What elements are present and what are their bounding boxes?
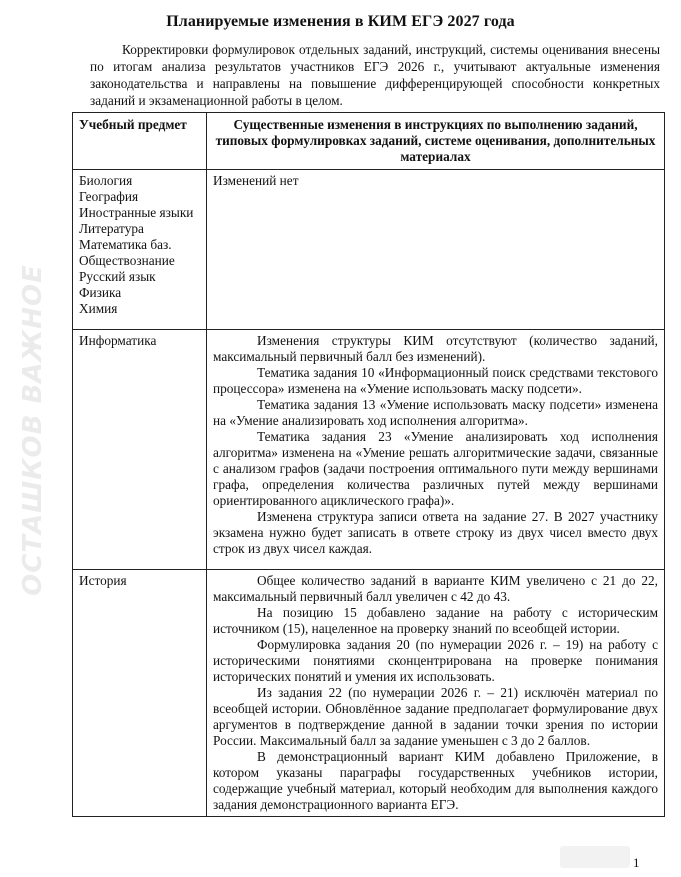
intro-paragraph: Корректировки формулировок отдельных заданий, инструкций, системы оценивания внесены по итогам анализа результатов участников ЕГЭ 2026 г., учитывают актуальные изменения законодательства и направлены на повышение дифференцирующей способности конкретных заданий и экзаменационной работы в целом. xyxy=(90,42,660,108)
no-changes-text: Изменений нет xyxy=(213,173,299,188)
subject-history: История xyxy=(79,573,127,588)
table-row xyxy=(73,330,665,570)
header-changes: Существенные изменения в инструкциях по выполнению заданий, типовых формулировках заданий, системе оценивания, дополнительных материалах xyxy=(207,113,665,170)
change-paragraph: Тематика задания 13 «Умение использовать маску подсети» изменена на «Умение анализировать ход исполнения алгоритма». xyxy=(213,397,658,428)
table-row xyxy=(73,570,665,817)
change-paragraph: Формулировка задания 20 (по нумерации 2026 г. – 19) на работу с историческими понятиями сконцентрирована на проверке понимания исторических понятий и умения их использовать. xyxy=(213,637,658,684)
table-row xyxy=(73,170,665,330)
changes-cell xyxy=(207,330,665,570)
change-paragraph: Тематика задания 23 «Умение анализировать ход исполнения алгоритма» изменена на «Умение решать алгоритмические задачи, связанные с анализом графов (задачи построения оптимального пути между вершинами графа, определения количества различных путей между вершинами ориентированного ациклического графа)». xyxy=(213,429,658,508)
header-subject: Учебный предмет xyxy=(73,113,207,170)
watermark-text: ОСТАШКОВ ВАЖНОЕ xyxy=(18,264,48,596)
table-header-row xyxy=(73,113,665,170)
subject-math-basic: Математика баз. xyxy=(79,237,172,252)
change-paragraph: На позицию 15 добавлено задание на работу с историческим источником (15), нацеленное на проверку знаний по всеобщей истории. xyxy=(213,605,658,636)
corner-watermark-mark xyxy=(560,846,630,868)
subject-cell xyxy=(73,330,207,570)
changes-table xyxy=(72,112,665,817)
subject-physics: Физика xyxy=(79,285,122,300)
change-paragraph: Общее количество заданий в варианте КИМ увеличено с 21 до 22, максимальный первичный балл увеличен с 42 до 43. xyxy=(213,573,658,604)
subject-foreign-languages: Иностранные языки xyxy=(79,205,194,220)
changes-cell xyxy=(207,570,665,817)
change-paragraph: В демонстрационный вариант КИМ добавлено Приложение, в котором указаны параграфы государственных учебников истории, содержащие учебный материал, который необходим для выполнения каждого задания демонстрационного варианта ЕГЭ. xyxy=(213,749,658,812)
subject-list xyxy=(79,173,200,317)
change-paragraph: Изменена структура записи ответа на задание 27. В 2027 участнику экзамена нужно будет записать в ответе строку из двух чисел вместо двух строк из двух чисел каждая. xyxy=(213,509,658,556)
subject-cell xyxy=(73,570,207,817)
subject-biology: Биология xyxy=(79,173,133,188)
page-number: 1 xyxy=(633,855,640,870)
change-paragraph: Тематика задания 10 «Информационный поиск средствами текстового процессора» изменена на «Умение использовать маску подсети». xyxy=(213,365,658,396)
changes-cell xyxy=(207,170,665,330)
change-paragraph: Изменения структуры КИМ отсутствуют (количество заданий, максимальный первичный балл без изменений). xyxy=(213,333,658,364)
change-paragraph: Из задания 22 (по нумерации 2026 г. – 21) исключён материал по всеобщей истории. Обновлённое задание предполагает формулирование двух аргументов в подтверждение данной в задании точки зрения по истории России. Максимальный балл за задание уменьшен с 3 до 2 баллов. xyxy=(213,685,658,748)
subject-literature: Литература xyxy=(79,221,144,236)
subject-informatics: Информатика xyxy=(79,333,157,348)
subject-social-studies: Обществознание xyxy=(79,253,175,268)
subject-russian: Русский язык xyxy=(79,269,156,284)
subject-cell xyxy=(73,170,207,330)
subject-chemistry: Химия xyxy=(79,301,118,316)
subject-geography: География xyxy=(79,189,139,204)
watermark xyxy=(0,264,70,596)
page-title: Планируемые изменения в КИМ ЕГЭ 2027 года xyxy=(166,13,515,30)
